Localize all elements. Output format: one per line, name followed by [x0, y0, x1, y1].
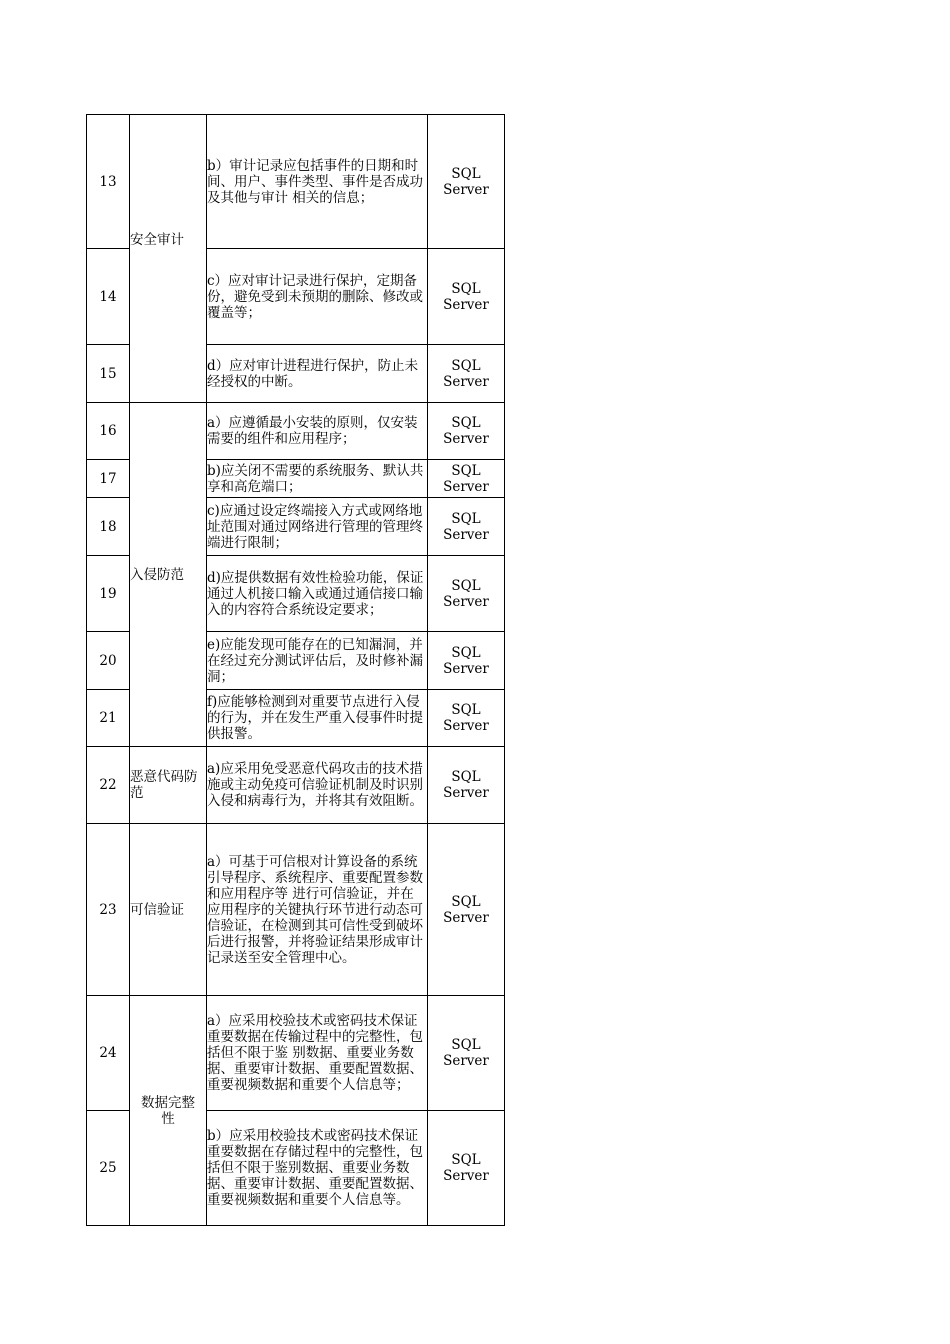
requirement-cell: f)应能够检测到对重要节点进行入侵的行为，并在发生严重入侵事件时提供报警。 [207, 690, 428, 747]
object-cell: SQL Server [428, 345, 505, 403]
object-cell: SQL Server [428, 403, 505, 460]
object-cell: SQL Server [428, 747, 505, 824]
table-row [87, 115, 505, 249]
row-number: 23 [87, 824, 130, 996]
table-row [87, 996, 505, 1111]
table-row [87, 747, 505, 824]
requirement-cell: b）审计记录应包括事件的日期和时间、用户、事件类型、事件是否成功及其他与审计 相关的信息； [207, 115, 428, 249]
category-cell: 安全审计 [130, 115, 207, 403]
row-number: 15 [87, 345, 130, 403]
row-number: 17 [87, 460, 130, 498]
object-cell: SQL Server [428, 249, 505, 345]
row-number: 18 [87, 498, 130, 556]
object-cell: SQL Server [428, 632, 505, 690]
row-number: 16 [87, 403, 130, 460]
row-number: 22 [87, 747, 130, 824]
object-cell: SQL Server [428, 115, 505, 249]
object-cell: SQL Server [428, 556, 505, 632]
object-cell: SQL Server [428, 1111, 505, 1226]
table-row [87, 824, 505, 996]
object-cell: SQL Server [428, 824, 505, 996]
requirement-cell: d)应提供数据有效性检验功能，保证通过人机接口输入或通过通信接口输入的内容符合系统设定要求； [207, 556, 428, 632]
row-number: 14 [87, 249, 130, 345]
requirement-cell: b）应采用校验技术或密码技术保证重要数据在存储过程中的完整性，包括但不限于鉴别数据、重要业务数据、重要审计数据、重要配置数据、重要视频数据和重要个人信息等。 [207, 1111, 428, 1226]
requirement-cell: a）可基于可信根对计算设备的系统引导程序、系统程序、重要配置参数和应用程序等 进行可信验证，并在应用程序的关键执行环节进行动态可信验证，在检测到其可信性受到破坏后进行报警，并将验证结果形成审计记录送至安全管理中心。 [207, 824, 428, 996]
row-number: 20 [87, 632, 130, 690]
row-number: 21 [87, 690, 130, 747]
object-cell: SQL Server [428, 690, 505, 747]
object-cell: SQL Server [428, 460, 505, 498]
object-cell: SQL Server [428, 996, 505, 1111]
requirement-cell: e)应能发现可能存在的已知漏洞，并在经过充分测试评估后，及时修补漏洞； [207, 632, 428, 690]
requirement-cell: d）应对审计进程进行保护，防止未经授权的中断。 [207, 345, 428, 403]
requirement-cell: a）应遵循最小安装的原则，仅安装需要的组件和应用程序； [207, 403, 428, 460]
row-number: 24 [87, 996, 130, 1111]
object-cell: SQL Server [428, 498, 505, 556]
category-cell: 恶意代码防范 [130, 747, 207, 824]
row-number: 13 [87, 115, 130, 249]
requirement-cell: c)应通过设定终端接入方式或网络地址范围对通过网络进行管理的管理终端进行限制； [207, 498, 428, 556]
category-cell: 可信验证 [130, 824, 207, 996]
requirement-cell: a）应采用校验技术或密码技术保证重要数据在传输过程中的完整性，包括但不限于鉴 别数据、重要业务数据、重要审计数据、重要配置数据、重要视频数据和重要个人信息等； [207, 996, 428, 1111]
row-number: 19 [87, 556, 130, 632]
category-cell: 数据完整性 [130, 996, 207, 1226]
requirement-cell: b)应关闭不需要的系统服务、默认共享和高危端口； [207, 460, 428, 498]
requirement-cell: c）应对审计记录进行保护，定期备份，避免受到未预期的删除、修改或覆盖等； [207, 249, 428, 345]
requirement-cell: a)应采用免受恶意代码攻击的技术措施或主动免疫可信验证机制及时识别入侵和病毒行为，并将其有效阻断。 [207, 747, 428, 824]
row-number: 25 [87, 1111, 130, 1226]
table-row [87, 403, 505, 460]
category-cell: 入侵防范 [130, 403, 207, 747]
requirements-table [86, 114, 505, 1226]
